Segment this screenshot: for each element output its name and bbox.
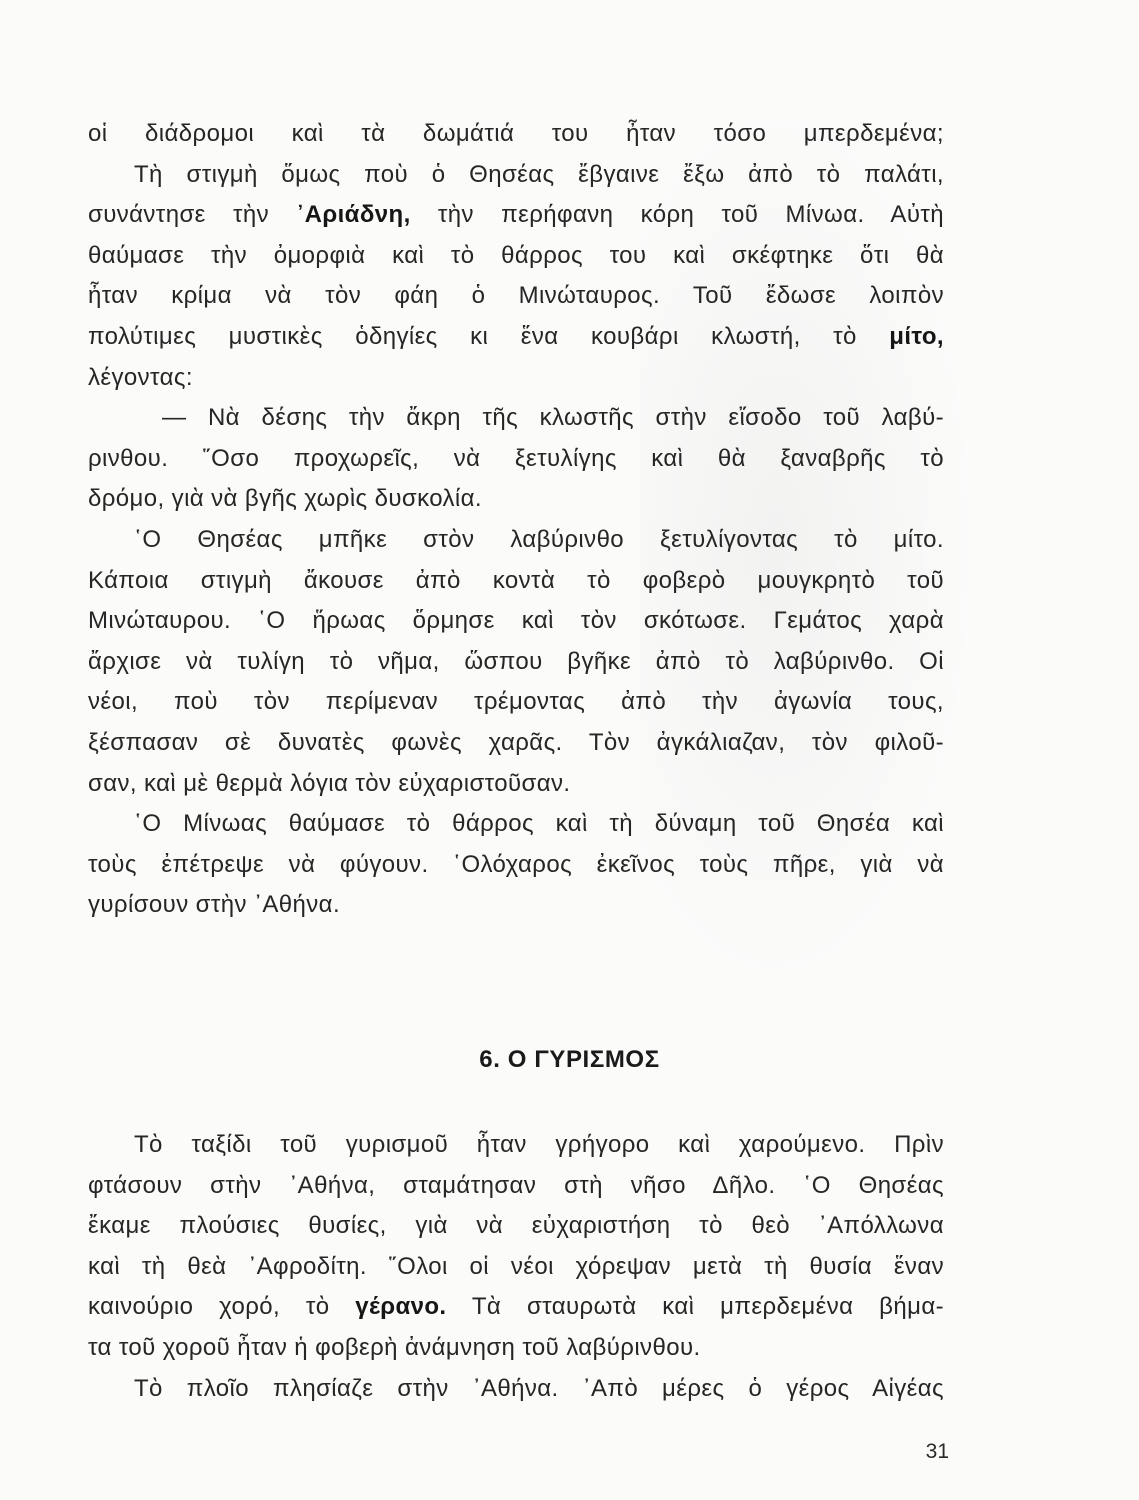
text-line: καὶ τὴ θεὰ ᾿Αφροδίτη. ῞Ολοι οἱ νέοι χόρεψαν μετὰ τὴ θυσία ἕναν	[88, 1252, 944, 1280]
text-run: πολύτιμες μυστικὲς ὁδηγίες κι ἕνα κουβάρι κλωστή, τὸ	[88, 322, 890, 350]
text-line: — Νὰ δέσης τὴν ἄκρη τῆς κλωστῆς στὴν εἴσοδο τοῦ λαβύ-	[162, 404, 944, 432]
page-number: 31	[925, 1440, 949, 1463]
text-line: δρόμο, γιὰ νὰ βγῆς χωρὶς δυσκολία.	[88, 485, 482, 513]
text-run: Τὰ σταυρωτὰ καὶ μπερδεμένα βήμα-	[446, 1293, 945, 1321]
story-text-bottom	[88, 1125, 1048, 1409]
bold-term-gerano: γέρανο.	[355, 1293, 447, 1321]
text-run: καινούριο χορό, τὸ	[88, 1293, 356, 1321]
text-line: σαν, καὶ μὲ θερμὰ λόγια τὸν εὐχαριστοῦσαν.	[88, 769, 571, 797]
text-run: συνάντησε τὴν	[88, 201, 297, 229]
text-line: ἄρχισε νὰ τυλίγη τὸ νῆμα, ὥσπου βγῆκε ἀπὸ τὸ λαβύρινθο. Οἱ	[88, 647, 944, 675]
text-line: ῾Ο Μίνωας θαύμασε τὸ θάρρος καὶ τὴ δύναμη τοῦ Θησέα καὶ	[134, 810, 944, 838]
text-line: νέοι, ποὺ τὸν περίμεναν τρέμοντας ἀπὸ τὴν ἀγωνία τους,	[88, 688, 944, 716]
text-line: ῾Ο Θησέας μπῆκε στὸν λαβύρινθο ξετυλίγοντας τὸ μίτο.	[134, 525, 944, 553]
text-line: Τὴ στιγμὴ ὅμως ποὺ ὁ Θησέας ἔβγαινε ἔξω ἀπὸ τὸ παλάτι,	[134, 160, 944, 188]
text-line: φτάσουν στὴν ᾿Αθήνα, σταμάτησαν στὴ νῆσο Δῆλο. ῾Ο Θησέας	[88, 1171, 944, 1199]
text-line	[88, 317, 944, 358]
section-heading: 6. Ο ΓΥΡΙΣΜΟΣ	[479, 1046, 660, 1073]
text-line: τα τοῦ χοροῦ ἦταν ἡ φοβερὴ ἀνάμνηση τοῦ λαβύρινθου.	[88, 1333, 701, 1361]
text-line: ξέσπασαν σὲ δυνατὲς φωνὲς χαρᾶς. Τὸν ἀγκάλιαζαν, τὸν φιλοῦ-	[88, 728, 944, 756]
text-line: Τὸ πλοῖο πλησίαζε στὴν ᾿Αθήνα. ᾿Απὸ μέρες ὁ γέρος Αἰγέας	[134, 1374, 944, 1402]
text-line: Μινώταυρου. ῾Ο ἥρωας ὅρμησε καὶ τὸν σκότωσε. Γεμάτος χαρὰ	[88, 607, 944, 635]
text-line	[88, 1287, 944, 1328]
text-line: ἔκαμε πλούσιες θυσίες, γιὰ νὰ εὐχαριστήση τὸ θεὸ ᾿Απόλλωνα	[88, 1212, 944, 1240]
text-line: οἱ διάδρομοι καὶ τὰ δωμάτιά του ἦταν τόσο μπερδεμένα;	[88, 120, 944, 147]
text-line: ἦταν κρίμα νὰ τὸν φάη ὁ Μινώταυρος. Τοῦ ἔδωσε λοιπὸν	[88, 282, 944, 310]
text-run: τὴν περήφανη κόρη τοῦ Μίνωα. Αὐτὴ	[410, 201, 944, 229]
story-text-top	[88, 114, 1048, 926]
text-line: Κάποια στιγμὴ ἄκουσε ἀπὸ κοντὰ τὸ φοβερὸ μουγκρητὸ τοῦ	[88, 566, 944, 594]
text-line: Τὸ ταξίδι τοῦ γυρισμοῦ ἦταν γρήγορο καὶ χαρούμενο. Πρὶν	[134, 1131, 944, 1158]
text-line: θαύμασε τὴν ὀμορφιὰ καὶ τὸ θάρρος του καὶ σκέφτηκε ὅτι θὰ	[88, 241, 944, 269]
bold-term-ariadne: ᾿Αριάδνη,	[296, 201, 411, 229]
text-line: τοὺς ἐπέτρεψε νὰ φύγουν. ῾Ολόχαρος ἐκεῖνος τοὺς πῆρε, γιὰ νὰ	[88, 850, 944, 878]
text-line	[88, 195, 944, 236]
text-line: ρινθου. ῞Οσο προχωρεῖς, νὰ ξετυλίγης καὶ θὰ ξαναβρῆς τὸ	[88, 444, 944, 472]
text-line: λέγοντας:	[88, 363, 193, 391]
bold-term-mito: μίτο,	[889, 322, 944, 350]
text-line: γυρίσουν στὴν ᾿Αθήνα.	[88, 891, 341, 919]
